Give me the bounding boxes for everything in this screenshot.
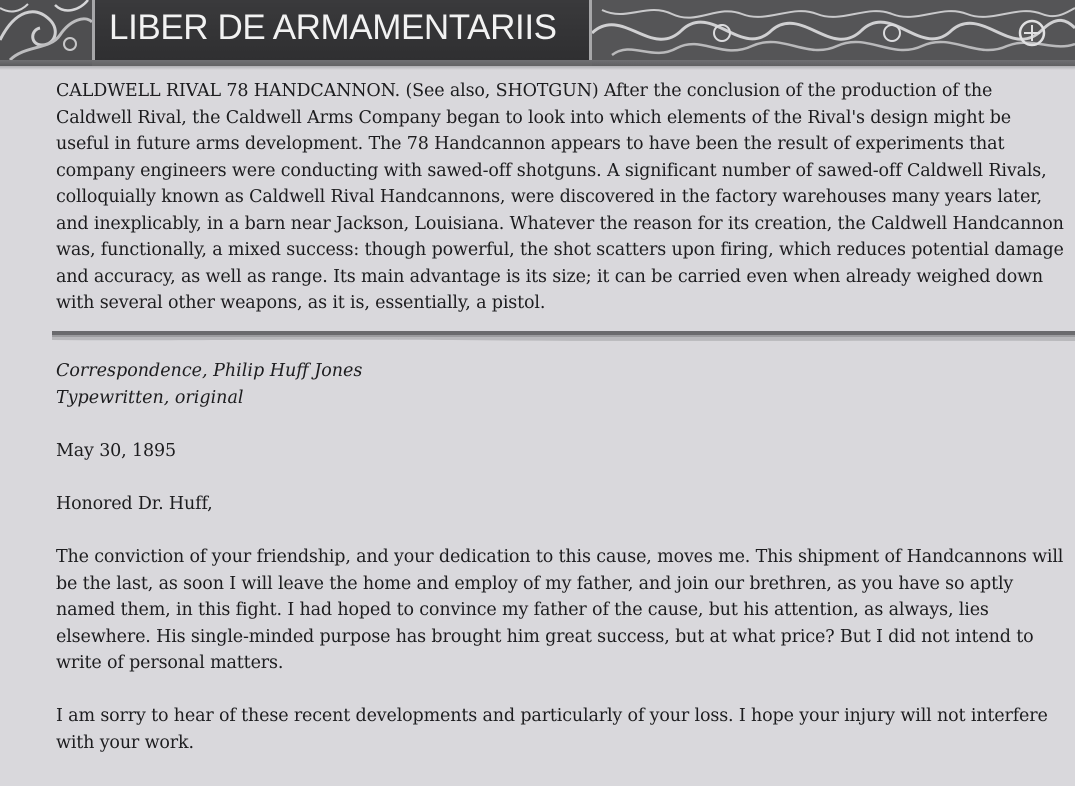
letter-paragraph-2: I am sorry to hear of these recent developments and particularly of your loss. I hope your injury will not interfere with your work. [56,706,1048,753]
header-banner [0,0,1075,66]
book-title: LIBER DE ARMAMENTARIIS [109,8,557,47]
ornament-left [0,0,92,66]
letter-date: May 30, 1895 [56,441,176,461]
section-divider [52,329,1075,343]
letter-body [56,438,1066,783]
correspondence-format: Typewritten, original [56,387,244,408]
ornament-right [592,0,1075,66]
letter-paragraph-1: The conviction of your friendship, and your dedication to this cause, moves me. This shipment of Handcannons will be the last, as soon I will leave the home and employ of my father, and join our brethren, as you have so aptly named them, in this fight. I had hoped to convince my father of the cause, but his attention, as always, lies elsewhere. His single-minded purpose has brought him great success, but at what price? But I did not intend to write of personal matters. [56,547,1064,673]
entry-description: CALDWELL RIVAL 78 HANDCANNON. (See also, SHOTGUN) After the conclusion of the production of the Caldwell Rival, the Caldwell Arms Company began to look into which elements of the Rival's design might be useful in future arms development. The 78 Handcannon appears to have been the result of experiments that company engineers were conducting with sawed-off shotguns. A significant number of sawed-off Caldwell Rivals, colloquially known as Caldwell Rival Handcannons, were discovered in the factory warehouses many years later, and inexplicably, in a barn near Jackson, Louisiana. Whatever the reason for its creation, the Caldwell Handcannon was, functionally, a mixed success: though powerful, the shot scatters upon firing, which reduces potential damage and accuracy, as well as range. Its main advantage is its size; it can be carried even when already weighed down with several other weapons, as it is, essentially, a pistol. [56,81,1064,313]
letter-salutation: Honored Dr. Huff, [56,494,213,514]
title-plate [92,0,592,60]
correspondence-header [56,358,362,411]
correspondence-source: Correspondence, Philip Huff Jones [56,361,363,381]
header-shadow [0,60,1075,70]
